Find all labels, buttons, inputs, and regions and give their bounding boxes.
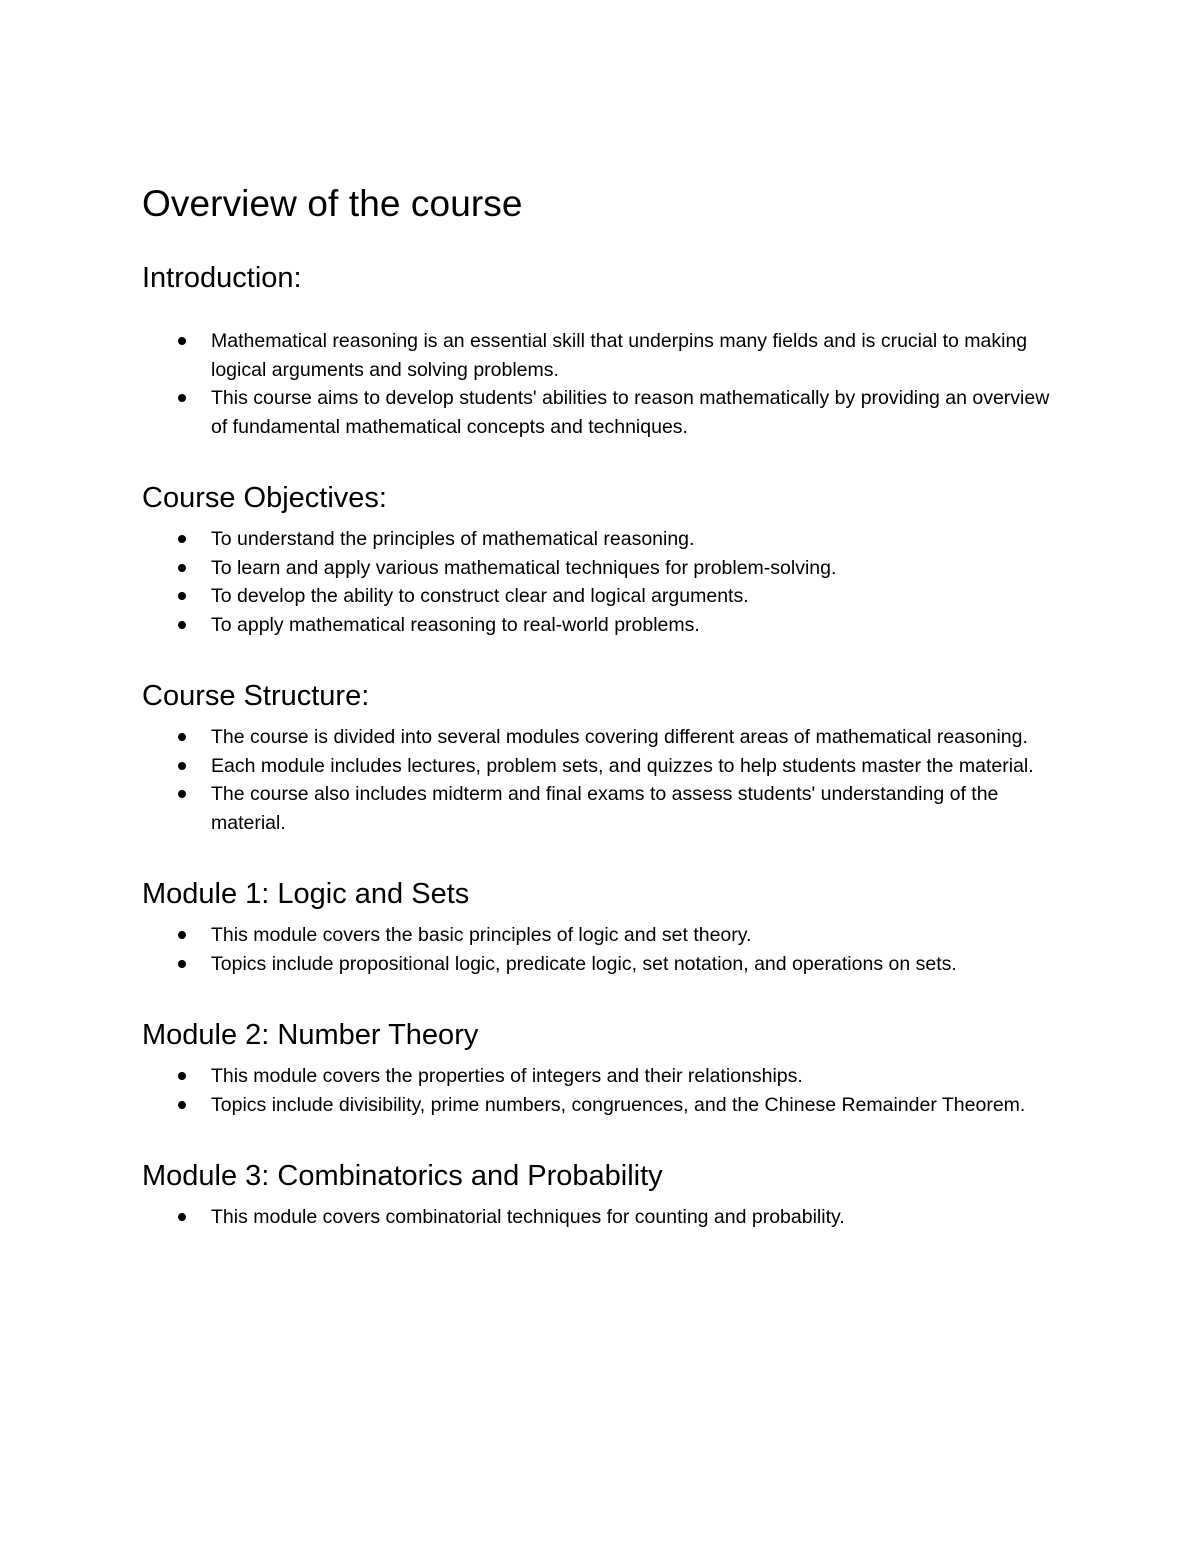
list-item: Mathematical reasoning is an essential skill that underpins many fields and is crucial to making logical arguments and solving problems. — [142, 327, 1061, 384]
section-module-1 — [142, 875, 1062, 978]
bullet-icon — [178, 337, 186, 345]
section-module-2 — [142, 1016, 1062, 1119]
bullet-list — [142, 1203, 1062, 1232]
section-heading: Module 1: Logic and Sets — [142, 878, 470, 910]
bullet-icon — [178, 931, 186, 939]
bullet-icon — [178, 960, 186, 968]
list-item: To understand the principles of mathematical reasoning. — [142, 525, 1062, 554]
section-module-3 — [142, 1157, 1062, 1232]
bullet-icon — [178, 733, 186, 741]
list-item: This module covers the properties of integers and their relationships. — [142, 1062, 1061, 1091]
section-heading: Introduction: — [142, 262, 302, 294]
list-item: Topics include propositional logic, predicate logic, set notation, and operations on sets. — [142, 950, 1062, 979]
section-course-objectives — [142, 479, 1062, 639]
bullet-icon — [178, 592, 186, 600]
bullet-icon — [178, 621, 186, 629]
bullet-icon — [178, 394, 186, 402]
section-heading: Module 2: Number Theory — [142, 1019, 479, 1051]
list-item: The course also includes midterm and final exams to assess students' understanding of the material. — [142, 780, 1061, 837]
section-introduction — [142, 259, 1062, 441]
bullet-list — [142, 723, 1062, 837]
section-course-structure — [142, 677, 1062, 837]
bullet-icon — [178, 564, 186, 572]
list-item: This module covers the basic principles of logic and set theory. — [142, 921, 1062, 950]
bullet-icon — [178, 1213, 186, 1221]
bullet-icon — [178, 790, 186, 798]
bullet-icon — [178, 1101, 186, 1109]
bullet-icon — [178, 535, 186, 543]
list-item: The course is divided into several modules covering different areas of mathematical reasoning. — [142, 723, 1061, 752]
document-page — [142, 180, 1062, 1232]
list-item: This course aims to develop students' abilities to reason mathematically by providing an overview of fundamental mathematical concepts and techniques. — [142, 384, 1061, 441]
list-item: To learn and apply various mathematical techniques for problem-solving. — [142, 554, 1062, 583]
list-item: To apply mathematical reasoning to real-world problems. — [142, 611, 1062, 640]
list-item: To develop the ability to construct clear and logical arguments. — [142, 582, 1062, 611]
bullet-list — [142, 1062, 1062, 1119]
section-heading: Course Structure: — [142, 680, 370, 712]
list-item: Topics include divisibility, prime numbers, congruences, and the Chinese Remainder Theorem. — [142, 1091, 1061, 1120]
bullet-list — [142, 327, 1062, 441]
bullet-list — [142, 525, 1062, 639]
document-title: Overview of the course — [142, 183, 523, 224]
list-item: Each module includes lectures, problem sets, and quizzes to help students master the material. — [142, 752, 1061, 781]
bullet-icon — [178, 762, 186, 770]
section-heading: Course Objectives: — [142, 482, 387, 514]
list-item: This module covers combinatorial techniques for counting and probability. — [142, 1203, 1062, 1232]
bullet-icon — [178, 1072, 186, 1080]
bullet-list — [142, 921, 1062, 978]
section-heading: Module 3: Combinatorics and Probability — [142, 1160, 663, 1192]
